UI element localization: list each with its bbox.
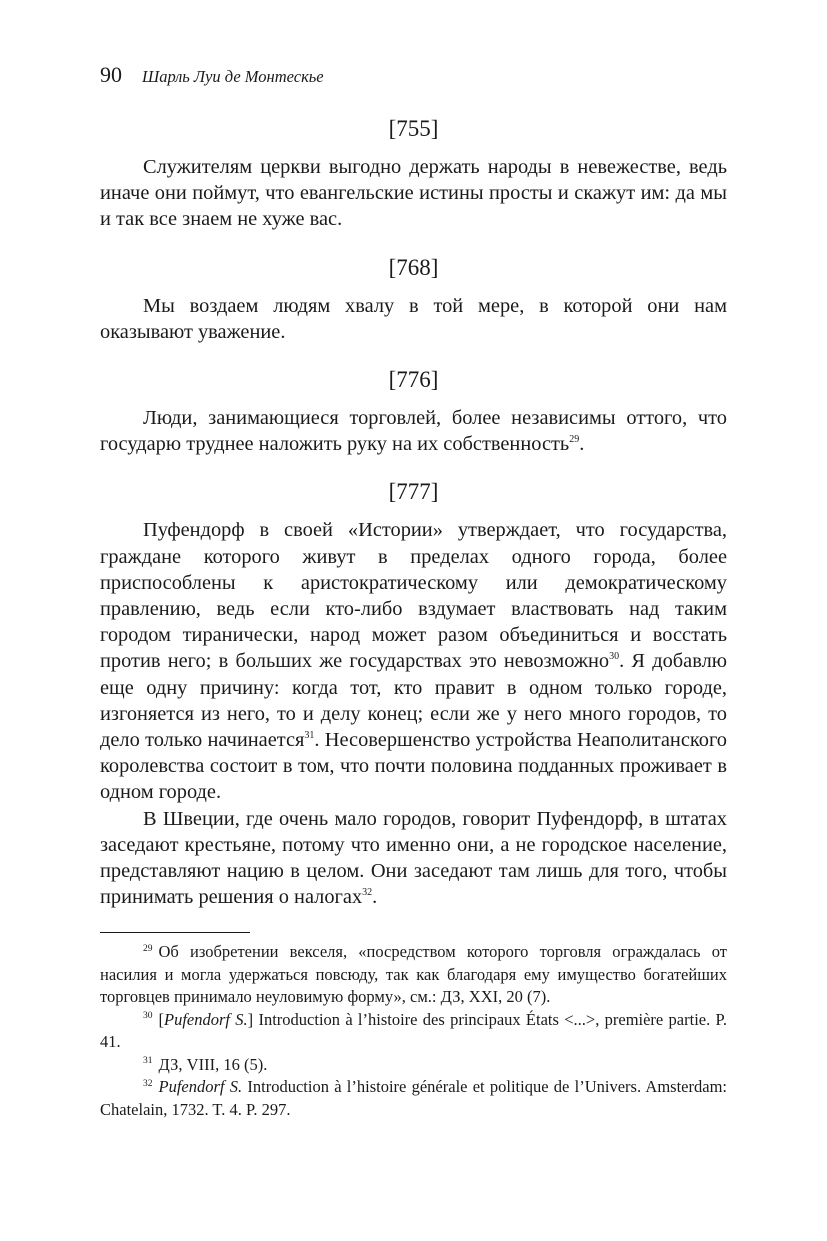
author-name: Pufendorf S. xyxy=(158,1077,243,1097)
body-text xyxy=(100,114,727,910)
footnote: $^{31}$ ДЗ, VIII, 16 (5). xyxy=(143,1054,268,1074)
paragraph: Служителям церкви выгодно держать народы в невежестве, ведь иначе они поймут, что евангельские истины просты и скажут им: да мы и так все знаем не хуже вас. xyxy=(100,156,727,231)
section-number: [777] xyxy=(388,479,439,505)
footnote-number: 32 xyxy=(143,1078,153,1089)
author-name: Pufendorf S. xyxy=(164,1009,248,1029)
footnote-number: 31 xyxy=(143,1056,153,1067)
page-number: 90 xyxy=(100,62,122,87)
footnote-separator xyxy=(100,932,250,933)
footnote-number: 29 xyxy=(143,943,153,954)
footnote-ref: 32 xyxy=(362,887,373,899)
footnote-ref: 31 xyxy=(304,730,315,742)
paragraph: Пуфендорф в своей «Истории» утверждает, что государства, граждане которого живут в пределах одного города, более приспособлены к аристократическому или демократическому правлению, ведь если кто-либо вздумает властвовать над таким городом тиранически, народ может разом объединиться и восстать против него; в больших же государствах это невозможно$^{30}$. Я добавлю еще одну причину: когда тот, кто правит в одном только городе, изгоняется из него, то и делу конец; если же у него много городов, то дело только начинается$^{31}$. Несовершенство устройства Неаполитанского королевства состоит в том, что почти половина подданных проживает в одном городе. xyxy=(100,519,727,804)
paragraph: Люди, занимающиеся торговлей, более независимы оттого, что государю труднее наложить руку на их собственность$^{29}$. xyxy=(100,407,727,456)
footnotes xyxy=(100,941,727,1121)
footnote-number: 30 xyxy=(143,1011,153,1022)
footnote: $^{30}$ [Pufendorf S.] Introduction à l’histoire des principaux États <...>, première partie. P. 41. xyxy=(100,1009,727,1052)
section-number: [768] xyxy=(388,254,439,280)
section-number: [755] xyxy=(388,116,439,141)
footnote-ref: 29 xyxy=(569,434,580,446)
footnote: $^{32}$ Pufendorf S. Introduction à l’histoire générale et politique de l’Univers. Amsterdam: Chatelain, 1732. T. 4. P. 297. xyxy=(100,1077,727,1119)
page xyxy=(100,62,727,1121)
paragraph: В Швеции, где очень мало городов, говорит Пуфендорф, в штатах заседают крестьяне, потому что именно они, а не городское население, представляют нацию в целом. Они заседают там лишь для того, чтобы принимать решения о налогах$^{32}$. xyxy=(100,807,727,909)
running-header xyxy=(100,62,727,92)
section-number: [776] xyxy=(388,367,439,393)
footnote: $^{29}$ Об изобретении векселя, «посредством которого торговля ограждалась от насилия и могла удержаться повсюду, так как благодаря ему имущество богатейших торговцев принимало неуловимую форму», см.: ДЗ, XXI, 20 (7). xyxy=(100,942,727,1007)
paragraph: Мы воздаем людям хвалу в той мере, в которой они нам оказывают уважение. xyxy=(100,294,727,343)
footnote-ref: 30 xyxy=(609,651,620,663)
running-title: Шарль Луи де Монтескье xyxy=(142,67,324,86)
